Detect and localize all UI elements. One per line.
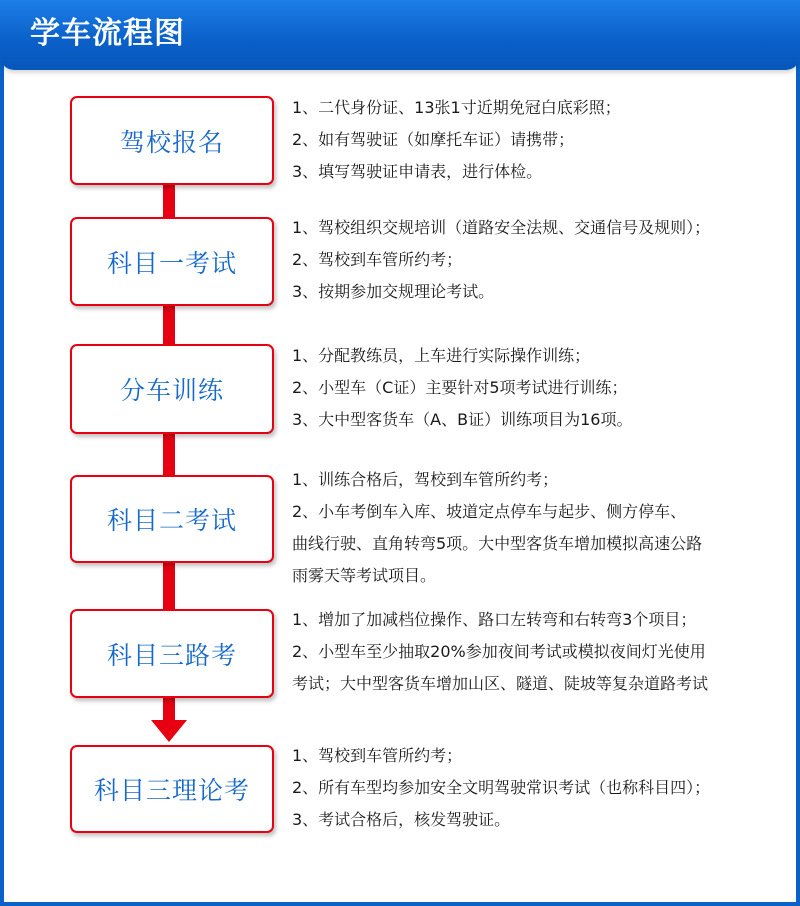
connector-4-5 — [163, 562, 175, 610]
header-bar — [0, 0, 800, 70]
step-line: 1、训练合格后，驾校到车管所约考； — [292, 470, 559, 489]
step-title: 分车训练 — [119, 376, 224, 405]
step-line: 2、所有车型均参加安全文明驾驶常识考试（也称科目四）； — [292, 778, 711, 797]
connector-2-3 — [163, 305, 175, 345]
step-line: 2、驾校到车管所约考； — [292, 250, 463, 269]
step-description — [292, 604, 800, 700]
connector-5-6-shaft — [163, 697, 175, 721]
down-arrow-icon — [151, 720, 187, 742]
step-line: 3、按期参加交规理论考试。 — [292, 282, 495, 301]
step-line: 3、考试合格后，核发驾驶证。 — [292, 810, 511, 829]
step-line: 3、大中型客货车（A、B证）训练项目为16项。 — [292, 410, 633, 429]
step-description — [292, 340, 800, 436]
step-description — [292, 740, 800, 836]
step-description — [292, 464, 800, 592]
step-title: 科目二考试 — [106, 506, 237, 535]
step-line: 考试；大中型客货车增加山区、隧道、陡坡等复杂道路考试 — [292, 674, 709, 693]
step-title: 驾校报名 — [119, 127, 224, 157]
step-box-subject-two — [70, 475, 274, 563]
step-box-road-test — [70, 609, 274, 698]
step-line: 2、小型车（C证）主要针对5项考试进行训练； — [292, 378, 628, 397]
step-box-subject-one — [70, 217, 274, 306]
page-title: 学车流程图 — [30, 16, 185, 51]
step-title: 科目三理论考 — [93, 776, 250, 805]
step-line: 1、分配教练员，上车进行实际操作训练； — [292, 346, 591, 365]
step-box-theory-test — [70, 745, 274, 833]
step-box-registration — [70, 96, 274, 185]
step-line: 2、小车考倒车入库、坡道定点停车与起步、侧方停车、 — [292, 502, 687, 521]
step-line: 2、如有驾驶证（如摩托车证）请携带； — [292, 130, 575, 149]
step-description — [292, 92, 800, 188]
step-line: 1、驾校组织交规培训（道路安全法规、交通信号及规则）； — [292, 218, 711, 237]
step-box-vehicle-training — [70, 344, 274, 434]
connector-3-4 — [163, 433, 175, 476]
step-description — [292, 212, 800, 308]
step-title: 科目三路考 — [106, 640, 237, 670]
step-line: 2、小型车至少抽取20%参加夜间考试或模拟夜间灯光使用 — [292, 642, 706, 661]
step-line: 1、增加了加减档位操作、路口左转弯和右转弯3个项目； — [292, 610, 697, 629]
step-title: 科目一考试 — [106, 248, 237, 278]
step-line: 3、填写驾驶证申请表，进行体检。 — [292, 162, 543, 181]
connector-1-2 — [163, 184, 175, 218]
step-line: 1、驾校到车管所约考； — [292, 746, 463, 765]
step-line: 1、二代身份证、13张1寸近期免冠白底彩照； — [292, 98, 621, 117]
step-line: 曲线行驶、直角转弯5项。大中型客货车增加模拟高速公路 — [292, 534, 703, 553]
step-line: 雨雾天等考试项目。 — [292, 566, 437, 585]
